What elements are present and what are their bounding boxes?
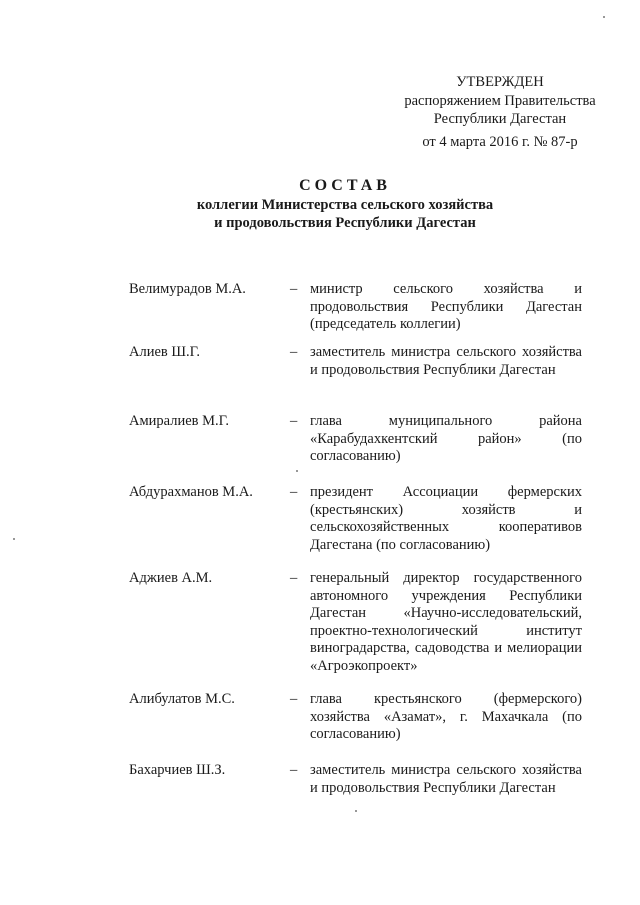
scan-speck xyxy=(355,810,357,812)
member-name: Амиралиев М.Г. xyxy=(129,413,230,429)
approval-authority: распоряжением Правительства xyxy=(404,92,596,109)
member-dash: – xyxy=(290,570,298,586)
member-position: заместитель министра сельского хозяйства и продовольствия Республики Дагестан xyxy=(310,344,582,378)
title-line-2: и продовольствия Республики Дагестан xyxy=(214,215,476,231)
approval-heading: УТВЕРЖДЕН xyxy=(456,74,544,90)
member-name: Алибулатов М.С. xyxy=(129,691,235,707)
member-position: генеральный директор государственного автономного учреждения Республики Дагестан «Научно-исследовательский, проектно-технологический институт виноградарства, садоводства и мелиорации «Агроэкопроект» xyxy=(310,570,582,674)
approval-republic: Республики Дагестан xyxy=(433,111,567,127)
approval-date-number: от 4 марта 2016 г. № 87-р xyxy=(422,133,578,150)
member-name: Аджиев А.М. xyxy=(129,570,213,586)
member-dash: – xyxy=(290,344,298,360)
scan-speck xyxy=(603,16,605,18)
member-name: Алиев Ш.Г. xyxy=(129,344,200,360)
member-position: президент Ассоциации фермерских (крестьянских) хозяйств и сельскохозяйственных кооперативов Дагестана (по согласованию) xyxy=(310,484,582,553)
member-name: Бахарчиев Ш.З. xyxy=(129,762,226,778)
member-position: глава крестьянского (фермерского) хозяйства «Азамат», г. Махачкала (по согласованию) xyxy=(310,691,582,742)
title-line-1: коллегии Министерства сельского хозяйства xyxy=(196,197,494,213)
approval-stamp xyxy=(380,73,620,151)
document-title xyxy=(90,176,600,232)
scan-speck xyxy=(13,538,15,540)
member-dash: – xyxy=(290,413,298,429)
member-position: глава муниципального района «Карабудахкентский район» (по согласованию) xyxy=(310,413,582,464)
member-dash: – xyxy=(290,484,298,500)
member-name: Абдурахманов М.А. xyxy=(129,484,253,500)
member-name: Велимурадов М.А. xyxy=(129,281,246,297)
member-position: заместитель министра сельского хозяйства и продовольствия Республики Дагестан xyxy=(310,762,582,796)
scan-speck xyxy=(296,470,298,472)
member-dash: – xyxy=(290,762,298,778)
title-heading: СОСТАВ xyxy=(299,177,391,194)
member-position: министр сельского хозяйства и продовольствия Республики Дагестан (председатель коллегии) xyxy=(310,281,582,332)
member-dash: – xyxy=(290,281,298,297)
member-dash: – xyxy=(290,691,298,707)
